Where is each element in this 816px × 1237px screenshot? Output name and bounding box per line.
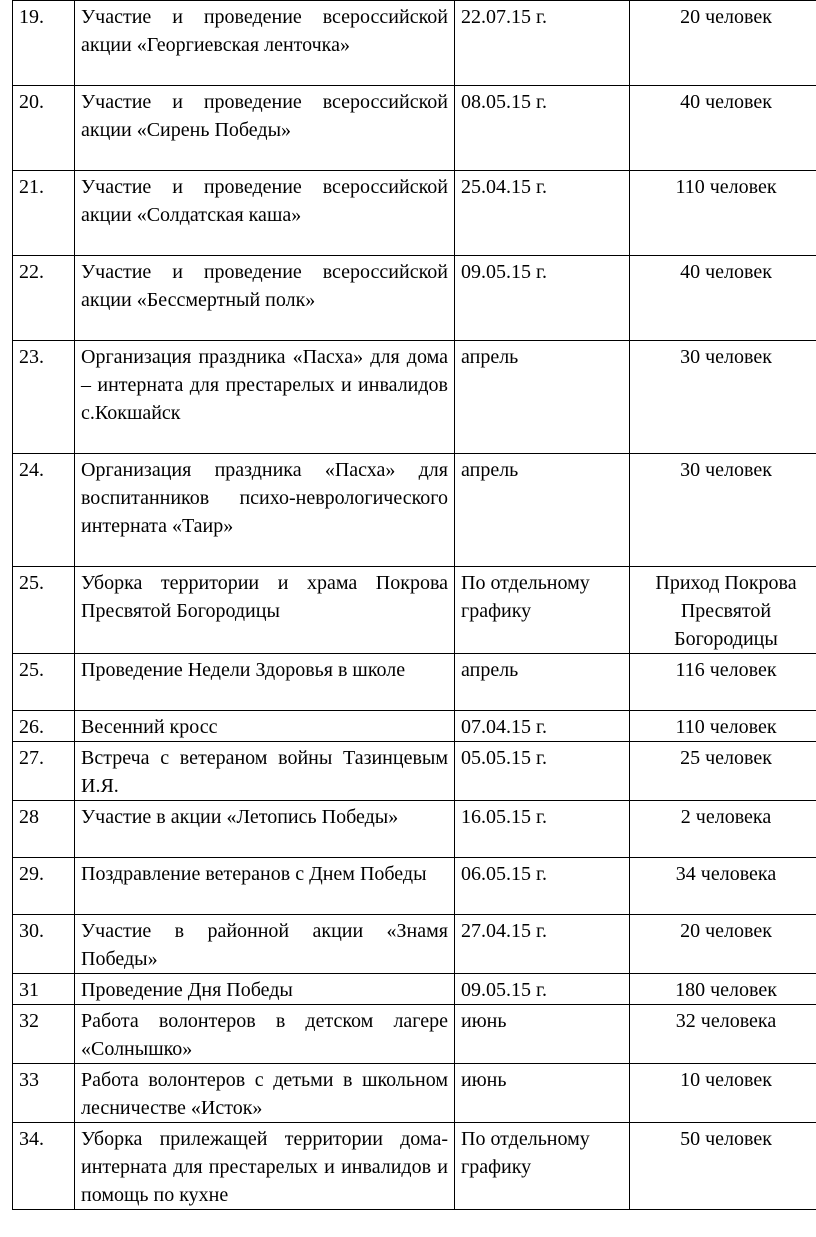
row-number: 34.: [13, 1123, 75, 1210]
participants: 50 человек: [630, 1123, 816, 1210]
table-row: [13, 567, 816, 654]
event-name: Организация праздника «Пасха» для воспитанников психо-неврологического интерната «Таир»: [75, 454, 455, 567]
table-row: [13, 1005, 816, 1064]
event-date: 05.05.15 г.: [455, 742, 630, 801]
event-date: июнь: [455, 1064, 630, 1123]
event-name: Уборка прилежащей территории дома- интерната для престарелых и инвалидов и помощь по кухне: [75, 1123, 455, 1210]
table-row: [13, 1123, 816, 1210]
row-number: 33: [13, 1064, 75, 1123]
table-row: [13, 711, 816, 742]
event-date: апрель: [455, 454, 630, 567]
event-name: Работа волонтеров с детьми в школьном лесничестве «Исток»: [75, 1064, 455, 1123]
row-number: 30.: [13, 915, 75, 974]
table-row: [13, 974, 816, 1005]
event-date: По отдельному графику: [455, 1123, 630, 1210]
event-date: 07.04.15 г.: [455, 711, 630, 742]
table-row: [13, 915, 816, 974]
participants: 20 человек: [630, 915, 816, 974]
participants: 25 человек: [630, 742, 816, 801]
participants: 20 человек: [630, 1, 816, 86]
table-row: [13, 858, 816, 915]
events-table: [12, 0, 816, 1210]
event-date: апрель: [455, 341, 630, 454]
participants: 32 человека: [630, 1005, 816, 1064]
participants: 180 человек: [630, 974, 816, 1005]
event-name: Проведение Недели Здоровья в школе: [75, 654, 455, 711]
row-number: 20.: [13, 86, 75, 171]
table-row: [13, 341, 816, 454]
row-number: 27.: [13, 742, 75, 801]
row-number: 26.: [13, 711, 75, 742]
event-name: Работа волонтеров в детском лагере «Солнышко»: [75, 1005, 455, 1064]
event-date: апрель: [455, 654, 630, 711]
participants: 110 человек: [630, 711, 816, 742]
event-name: Участие и проведение всероссийской акции «Сирень Победы»: [75, 86, 455, 171]
event-date: 22.07.15 г.: [455, 1, 630, 86]
participants: 10 человек: [630, 1064, 816, 1123]
row-number: 22.: [13, 256, 75, 341]
participants: Приход Покрова Пресвятой Богородицы: [630, 567, 816, 654]
event-name: Участие в акции «Летопись Победы»: [75, 801, 455, 858]
event-name: Встреча с ветераном войны Тазинцевым И.Я.: [75, 742, 455, 801]
row-number: 19.: [13, 1, 75, 86]
event-date: 08.05.15 г.: [455, 86, 630, 171]
event-name: Уборка территории и храма Покрова Пресвятой Богородицы: [75, 567, 455, 654]
events-table-body: [13, 1, 816, 1210]
event-date: По отдельному графику: [455, 567, 630, 654]
table-row: [13, 654, 816, 711]
row-number: 21.: [13, 171, 75, 256]
participants: 2 человека: [630, 801, 816, 858]
participants: 30 человек: [630, 341, 816, 454]
event-name: Весенний кросс: [75, 711, 455, 742]
event-date: июнь: [455, 1005, 630, 1064]
event-name: Участие и проведение всероссийской акции «Георгиевская ленточка»: [75, 1, 455, 86]
table-row: [13, 256, 816, 341]
participants: 110 человек: [630, 171, 816, 256]
row-number: 25.: [13, 654, 75, 711]
event-date: 27.04.15 г.: [455, 915, 630, 974]
event-date: 16.05.15 г.: [455, 801, 630, 858]
event-date: 06.05.15 г.: [455, 858, 630, 915]
participants: 40 человек: [630, 86, 816, 171]
row-number: 28: [13, 801, 75, 858]
table-row: [13, 454, 816, 567]
row-number: 32: [13, 1005, 75, 1064]
participants: 40 человек: [630, 256, 816, 341]
participants: 34 человека: [630, 858, 816, 915]
table-row: [13, 86, 816, 171]
row-number: 25.: [13, 567, 75, 654]
table-row: [13, 1, 816, 86]
event-name: Участие в районной акции «Знамя Победы»: [75, 915, 455, 974]
row-number: 24.: [13, 454, 75, 567]
participants: 30 человек: [630, 454, 816, 567]
event-date: 09.05.15 г.: [455, 256, 630, 341]
event-name: Организация праздника «Пасха» для дома – интерната для престарелых и инвалидов с.Кокшайск: [75, 341, 455, 454]
row-number: 29.: [13, 858, 75, 915]
event-name: Участие и проведение всероссийской акции «Бессмертный полк»: [75, 256, 455, 341]
table-row: [13, 742, 816, 801]
row-number: 23.: [13, 341, 75, 454]
event-date: 09.05.15 г.: [455, 974, 630, 1005]
table-row: [13, 171, 816, 256]
row-number: 31: [13, 974, 75, 1005]
table-row: [13, 801, 816, 858]
event-name: Поздравление ветеранов с Днем Победы: [75, 858, 455, 915]
event-name: Проведение Дня Победы: [75, 974, 455, 1005]
event-date: 25.04.15 г.: [455, 171, 630, 256]
participants: 116 человек: [630, 654, 816, 711]
event-name: Участие и проведение всероссийской акции «Солдатская каша»: [75, 171, 455, 256]
table-row: [13, 1064, 816, 1123]
